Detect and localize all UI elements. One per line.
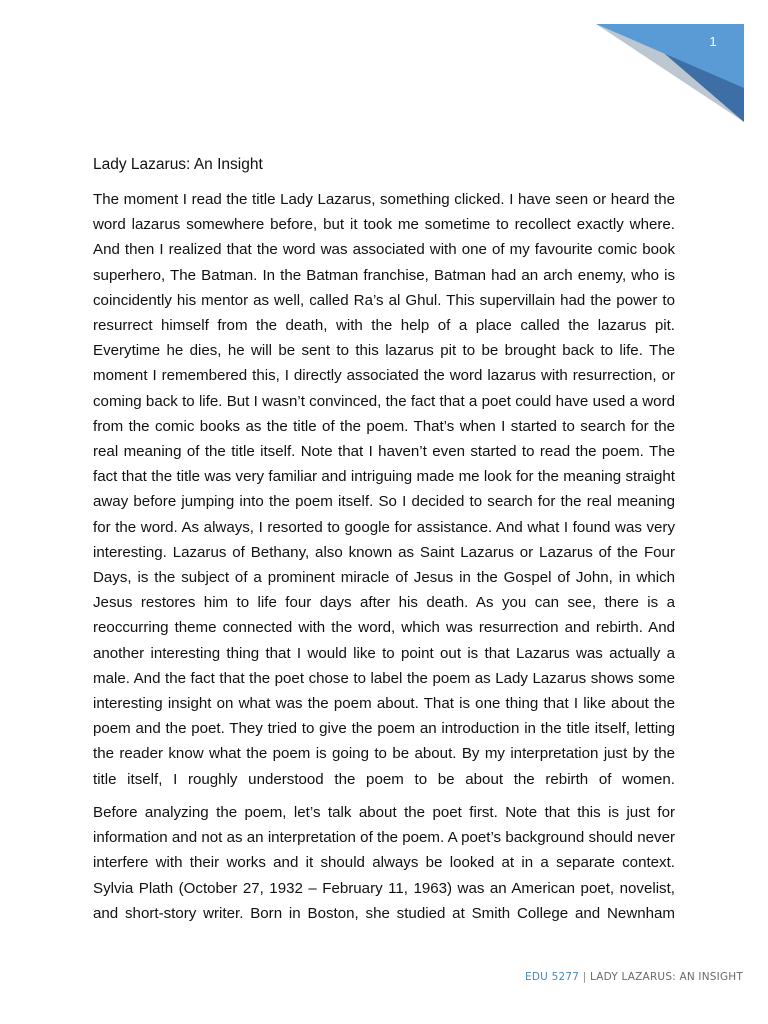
text-line: resurrect himself from the death, with the help of a place called the lazarus pit.	[93, 317, 675, 335]
document-title: Lady Lazarus: An Insight	[93, 156, 263, 173]
text-line: word lazarus somewhere before, but it took me sometime to recollect exactly where.	[93, 216, 675, 234]
text-line: the real meaning of the title itself. Note that I haven’t even started to read the poem.	[93, 417, 675, 461]
paragraph-1	[93, 187, 675, 792]
text-line: word from the comic books as the title of the poem. That’s when I started to search for	[93, 392, 675, 435]
text-line: superhero, The Batman. In the Batman franchise, Batman had an arch enemy, who is	[93, 266, 675, 284]
header-corner-decoration	[0, 0, 768, 140]
text-line: the Four Days, is the subject of a prominent miracle of Jesus in the Gospel of John, in	[93, 543, 675, 587]
text-line: reoccurring theme connected with the word, which was resurrection and rebirth. And	[93, 619, 675, 637]
text-line: straight away before jumping into the poem itself. So I decided to search for the real	[93, 468, 675, 511]
text-line: Everytime he dies, he will be sent to this lazarus pit to be brought back to life. The	[93, 342, 675, 360]
text-line: another interesting thing that I would like to point out is that Lazarus was actually a	[93, 644, 675, 662]
text-line: The fact that the title was very familiar and intriguing made me look for the meaning	[93, 443, 675, 486]
text-line: meaning for the word. As always, I resorted to google for assistance. And what I found	[93, 493, 675, 536]
footer-running-title: LADY LAZARUS: AN INSIGHT	[589, 971, 743, 983]
footer-course-code: EDU 5277	[525, 971, 580, 983]
paragraph-2	[93, 800, 675, 926]
text-line: and short-story writer. Born in Boston, she studied at Smith College and Newnham	[93, 904, 675, 922]
text-line: the reader know what the poem is going to be about. By my interpretation just by the	[93, 745, 675, 763]
text-line: male. And the fact that the poet chose to label the poem as Lady Lazarus shows some	[93, 669, 675, 687]
text-line: coincidently his mentor as well, called Ra’s al Ghul. This supervillain had the power to	[93, 291, 675, 309]
text-line: And then I realized that the word was associated with one of my favourite comic book	[93, 241, 675, 259]
text-line: title itself, I roughly understood the poem to be about the rebirth of women.	[93, 770, 675, 788]
text-line: The moment I read the title Lady Lazarus, something clicked. I have seen or heard the	[93, 191, 675, 208]
footer-separator: |	[582, 971, 587, 983]
text-line: interesting insight on what was the poem about. That is one thing that I like about the	[93, 695, 675, 713]
text-line: which Jesus restores him to life four days after his death. As you can see, there is a	[93, 569, 676, 612]
text-line: never interfere with their works and it should always be looked at in a separate context.	[93, 829, 675, 872]
text-line: poem and the poet. They tried to give the poem an introduction in the title itself, letting	[93, 720, 675, 738]
text-line: Sylvia Plath (October 27, 1932 – February 11, 1963) was an American poet, novelist,	[93, 879, 675, 897]
page-number: 1	[709, 34, 717, 49]
page-footer	[525, 971, 743, 983]
text-line: was very interesting. Lazarus of Bethany, also known as Saint Lazarus or Lazarus of	[93, 518, 675, 561]
text-line: information and not as an interpretation of the poem. A poet’s background should	[93, 829, 633, 847]
text-line: coming back to life. But I wasn’t convinced, the fact that a poet could have used a	[93, 392, 638, 410]
text-line: Before analyzing the poem, let’s talk about the poet first. Note that this is just for	[93, 804, 675, 821]
text-line: moment I remembered this, I directly associated the word lazarus with resurrection, or	[93, 367, 675, 385]
